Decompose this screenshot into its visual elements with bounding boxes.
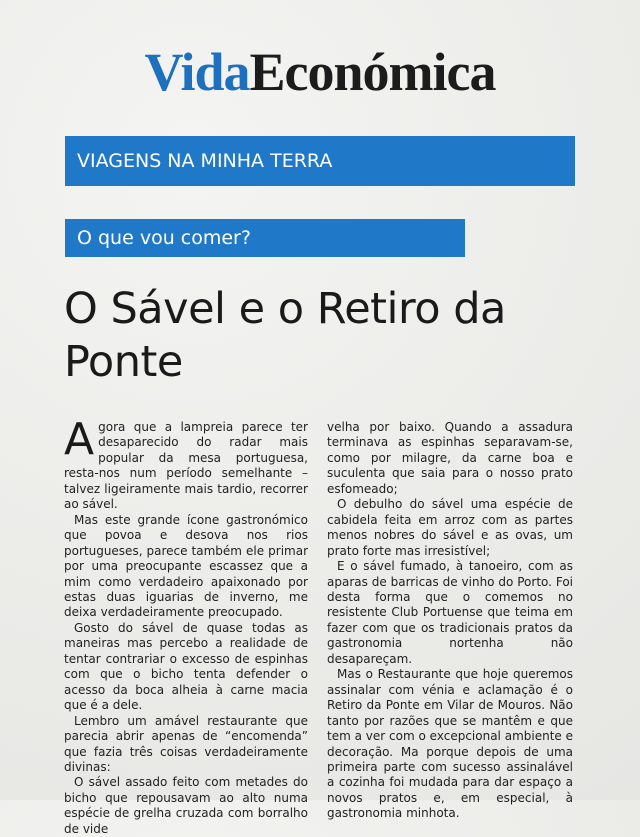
drop-cap: A [64, 414, 95, 465]
article-paragraph: velha por baixo. Quando a assadura terminava as espinhas separavam-se, como por milagre, da carne boa e suculenta que saia para o nosso prato esfomeado; [327, 420, 573, 496]
article-paragraph: E o sável fumado, à tanoeiro, com as aparas de barricas de vinho do Porto. Foi desta forma que o comemos no resistente Club Portuense que teima em fazer com que os tradicionais pratos da gastronomia nortenha não desapareçam. [327, 559, 573, 666]
article-headline: O Sável e o Retiro da Ponte [64, 284, 506, 387]
subsection-band [65, 219, 465, 257]
article-column-right [327, 420, 573, 822]
article-paragraph: Mas este grande ícone gastronómico que povoa e desova nos rios portugueses, parece também ele primar por uma preocupante escassez que a mim como verdadeiro apaixonado por estas duas iguarias de inverno, me deixa verdadeiramente preocupado. [64, 512, 308, 620]
article-paragraph: O sável assado feito com metades do bicho que repousavam ao alto numa espécie de grelha cruzada com borralho de vide [64, 775, 308, 836]
section-title: VIAGENS NA MINHA TERRA [77, 150, 333, 172]
article-column-left [64, 414, 308, 837]
article-paragraph: O debulho do sável uma espécie de cabidela feita em arroz com as partes menos nobres do sável e as ovas, um prato forte mas irresistível; [327, 497, 573, 558]
article-paragraph: Gosto do sável de quase todas as maneiras mas percebo a realidade de tentar contrariar o excesso de espinhas com que o bicho tenta defender o acesso da boca alheia à carne macia que é a dele. [64, 620, 308, 713]
paragraph-text: gora que a lampreia parece ter desaparecido do radar mais popular da mesa portuguesa, resta-nos num período semelhante – talvez ligeiramente mais tardio, recorrer ao sável. [64, 420, 308, 512]
article-paragraph [64, 414, 308, 513]
article-paragraph: Lembro um amável restaurante que parecia abrir apenas de “encomenda” que fazia três coisas verdadeiramente divinas: [64, 713, 308, 774]
subsection-title: O que vou comer? [77, 227, 251, 249]
masthead-economica: Económica [249, 42, 496, 102]
masthead-logo [0, 40, 640, 104]
section-band [65, 136, 575, 186]
article-paragraph: Mas o Restaurante que hoje queremos assinalar com vénia e aclamação é o Retiro da Ponte em Vilar de Mouros. Não tanto por razões que se mantêm e que tem a ver com o excepcional ambiente e decoração. Ma porque depois de uma primeira parte com sucesso assinalável a cozinha foi mudada para dar espaço a novos pratos e, em especial, à gastronomia minhota. [327, 667, 573, 821]
masthead-vida: Vida [144, 42, 250, 102]
